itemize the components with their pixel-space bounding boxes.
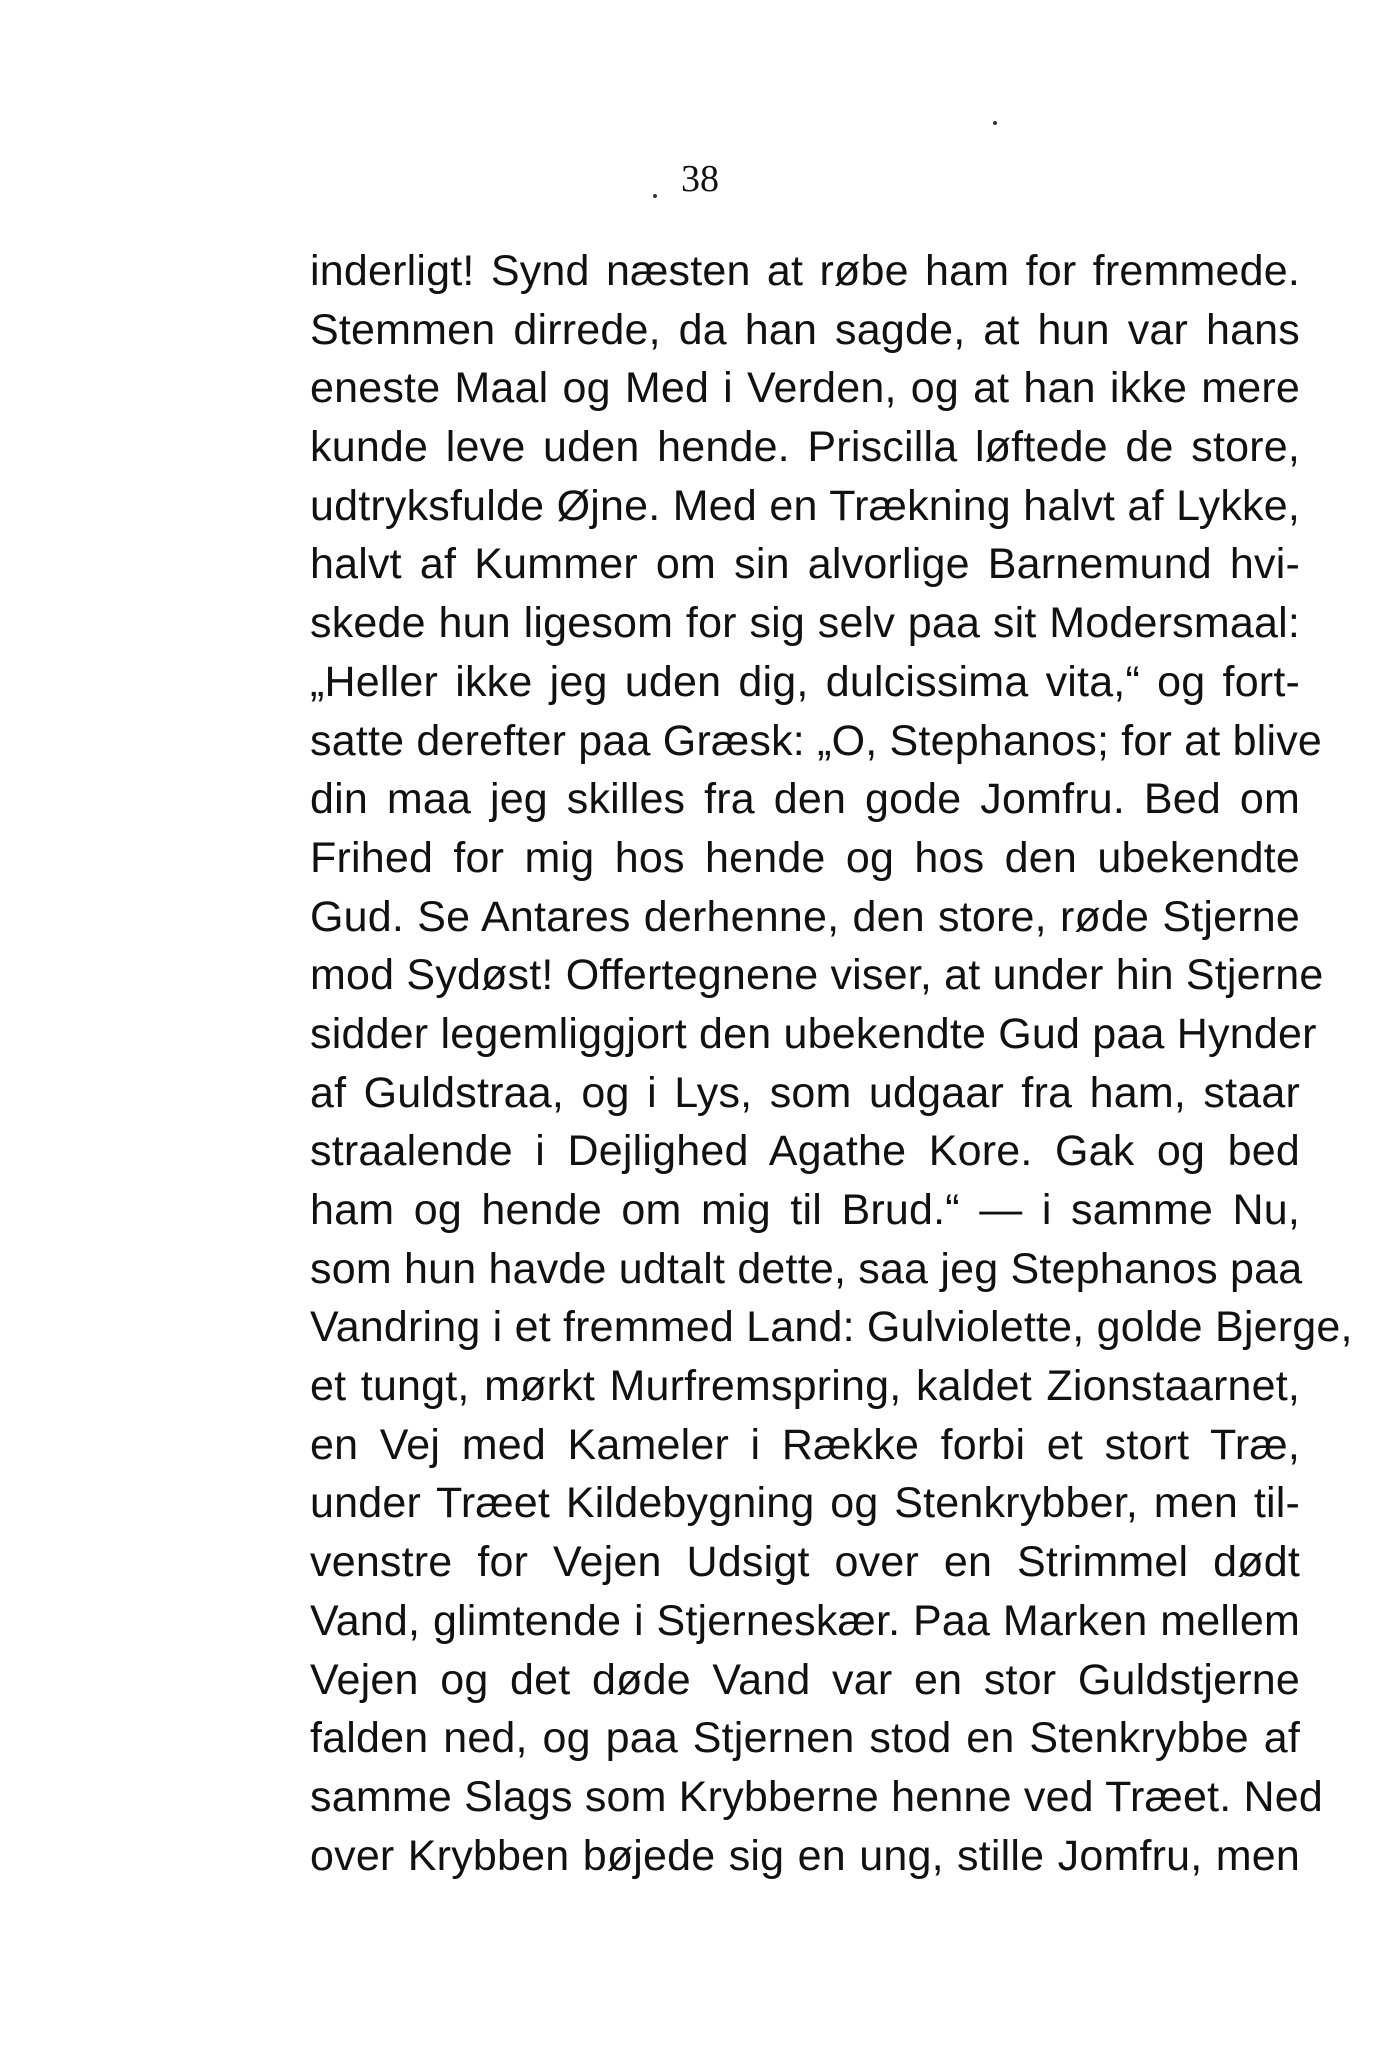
text-line: falden ned, og paa Stjernen stod en Stenkrybbe af [310, 1714, 1300, 1763]
text-line: mod Sydøst! Offertegnene viser, at under hin Stjerne [310, 951, 1324, 1000]
text-line: venstre for Vejen Udsigt over en Strimmel dødt [310, 1538, 1300, 1587]
text-line: inderligt! Synd næsten at røbe ham for fremmede. [310, 247, 1300, 295]
text-line: satte derefter paa Græsk: „O, Stephanos; for at blive [310, 716, 1323, 765]
text-line: Vejen og det døde Vand var en stor Guldstjerne [310, 1655, 1300, 1704]
text-line: eneste Maal og Med i Verden, og at han ikke mere [310, 364, 1300, 413]
text-line: skede hun ligesom for sig selv paa sit Modersmaal: [310, 599, 1300, 648]
text-line: straalende i Dejlighed Agathe Kore. Gak og bed [310, 1127, 1300, 1176]
printing-speck [993, 121, 997, 125]
body-text [310, 242, 1353, 1885]
text-line: under Træet Kildebygning og Stenkrybber, men til- [310, 1479, 1300, 1528]
text-line: din maa jeg skilles fra den gode Jomfru. Bed om [310, 775, 1300, 824]
text-line: Frihed for mig hos hende og hos den ubekendte [310, 833, 1300, 882]
text-line: sidder legemliggjort den ubekendte Gud paa Hynder [310, 1009, 1317, 1058]
text-line: en Vej med Kameler i Række forbi et stort Træ, [310, 1420, 1300, 1469]
text-line: et tungt, mørkt Murfremspring, kaldet Zionstaarnet, [310, 1362, 1300, 1411]
text-line: af Guldstraa, og i Lys, som udgaar fra ham, staar [310, 1068, 1300, 1117]
page-number: 38 [681, 158, 719, 200]
text-line: kunde leve uden hende. Priscilla løftede de store, [310, 423, 1300, 472]
text-line: over Krybben bøjede sig en ung, stille Jomfru, men [310, 1831, 1300, 1880]
text-line: udtryksfulde Øjne. Med en Trækning halvt af Lykke, [310, 481, 1300, 530]
text-line: „Heller ikke jeg uden dig, dulcissima vita,“ og fort- [310, 657, 1300, 706]
text-line: som hun havde udtalt dette, saa jeg Stephanos paa [310, 1244, 1303, 1293]
text-line: Vand, glimtende i Stjerneskær. Paa Marken mellem [310, 1596, 1300, 1645]
text-line: Stemmen dirrede, da han sagde, at hun var hans [310, 305, 1300, 354]
text-line: halvt af Kummer om sin alvorlige Barnemund hvi- [310, 540, 1300, 589]
text-line: ham og hende om mig til Brud.“ — i samme Nu, [310, 1186, 1300, 1234]
text-line: samme Slags som Krybberne henne ved Træet. Ned [310, 1772, 1324, 1821]
text-line: Gud. Se Antares derhenne, den store, røde Stjerne [310, 892, 1300, 941]
text-line: Vandring i et fremmed Land: Gulviolette, golde Bjerge, [310, 1303, 1353, 1352]
